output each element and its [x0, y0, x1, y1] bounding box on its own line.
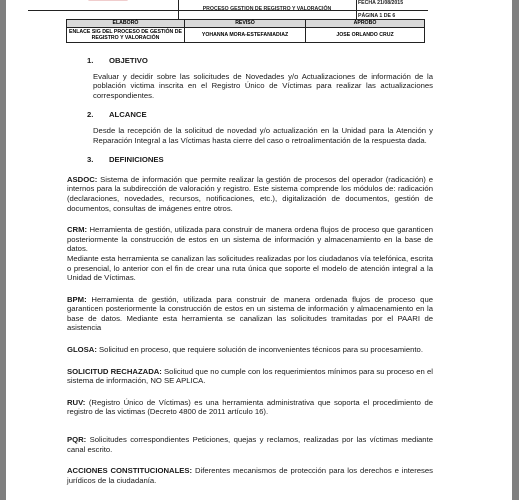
definition-glosa: GLOSA: Solicitud en proceso, que requiere solución de inconvenientes técnicos para su procesamiento.	[67, 345, 423, 355]
header-date: FECHA 21/08/2015	[358, 0, 404, 6]
col-elaboro: ELABORÓ	[67, 20, 185, 27]
aprobo-value: JOSE ORLANDO CRUZ	[336, 32, 394, 38]
document-body	[67, 50, 433, 485]
section-heading-definiciones: 3. DEFINICIONES	[87, 155, 164, 165]
reviso-value: YOHANNA MORA-ESTEFANIADIAZ	[185, 28, 306, 42]
definition-bpm: BPM: Herramienta de gestión, utilizada para construir de manera ordenada flujos de proceso que garanticen posteriormente la construcción de estos en un sistema de información y almacenamiento en la base de datos. Mediante esta herramienta se canalizan las solicitudes tramitadas por el PAARI de asistencia	[67, 294, 433, 333]
section-heading-alcance: 2. ALCANCE	[87, 110, 147, 120]
definition-asdoc: ASDOC: Sistema de información que permite realizar la gestión de procesos del operador (radicación) e internos para la subdirección de valoración y registro. Este sistema comprende los módulos de: radicación (declaraciones, novedades, recursos, notificaciones, etc.), digitalización de documentos, gestión de documentos, consultas de imágenes entre otros.	[67, 174, 433, 213]
definition-solicitud-rechazada: SOLICITUD RECHAZADA: Solicitud que no cumple con los requerimientos mínimos para su proceso en el sistema de información, NO SE APLICA.	[67, 366, 433, 386]
section-text-objetivo: Evaluar y decidir sobre las solicitudes de Novedades y/o Actualizaciones de información de la población victima inscrita en el Registro Único de Víctimas para realizar las actualizaciones correspondientes.	[93, 71, 433, 100]
definition-crm: CRM: Herramienta de gestión, utilizada para construir de manera ordena flujos de proceso que garanticen posteriormente la construcción de estos en un sistema de información y almacenamiento en la base de datos.	[67, 225, 433, 254]
section-heading-objetivo: 1. OBJETIVO	[87, 56, 148, 65]
definition-acciones-constitucionales: ACCIONES CONSTITUCIONALES: Diferentes mecanismos de protección para los derechos e intereses jurídicos de la ciudadanía.	[67, 466, 433, 485]
definition-pqr: PQR: Solicitudes correspondientes Peticiones, quejas y reclamos, realizadas por las víctimas mediante canal escrito.	[67, 435, 433, 454]
document-page	[6, 0, 512, 500]
header-process: PROCESO GESTION DE REGISTRO Y VALORACIÓN	[202, 6, 332, 12]
definition-ruv: RUV: (Registro Único de Víctimas) es una herramienta administrativa que soporta el procedimiento de registro de las victimas (Decreto 4800 de 2011 artículo 16).	[67, 397, 433, 417]
logo-area	[28, 0, 179, 8]
col-reviso: REVISÓ	[185, 20, 306, 27]
header-page: PÁGINA 1 DE 6	[358, 13, 396, 19]
definition-crm-extra: Mediante esta herramienta se canalizan las solicitudes realizadas por los ciudadanos vía telefónica, escrita o presencial, lo anterior con el fin de crear una ruta única que soporte el modelo de atención integral a la Unidad de Víctimas.	[67, 253, 433, 283]
col-aprobo: APROBÓ	[353, 20, 377, 26]
section-text-alcance: Desde la recepción de la solicitud de novedad y/o actualización en la Unidad para la Atención y Reparación Integral a las Víctimas hasta cierre del caso o retroalimentación de la respuesta dada.	[93, 125, 433, 145]
signature-table	[66, 19, 425, 43]
elaboro-value: ENLACE SIG DEL PROCESO DE GESTIÓN DE REGISTRO Y VALORACIÓN	[67, 28, 185, 42]
logo-mark	[88, 0, 128, 1]
